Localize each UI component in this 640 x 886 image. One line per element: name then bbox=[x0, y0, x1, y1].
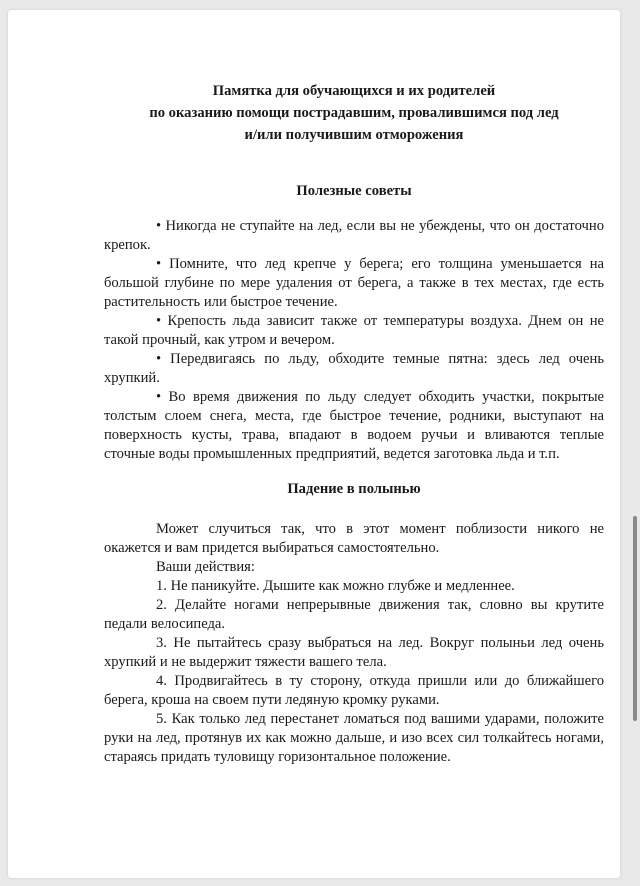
action-step: 3. Не пытайтесь сразу выбраться на лед. Вокруг полыньи лед очень хрупкий и не выдержит тяжести вашего тела. bbox=[104, 635, 604, 670]
title-line-1: Памятка для обучающихся и их родителей bbox=[212, 83, 496, 99]
tip-item: • Крепость льда зависит также от температуры воздуха. Днем он не такой прочный, как утром и вечером. bbox=[104, 313, 604, 348]
action-step: 2. Делайте ногами непрерывные движения так, словно вы крутите педали велосипеда. bbox=[104, 597, 604, 632]
vertical-scrollbar[interactable] bbox=[633, 516, 637, 721]
action-step: 4. Продвигайтесь в ту сторону, откуда пришли или до ближайшего берега, кроша на своем пути ледяную кромку руками. bbox=[104, 673, 604, 708]
action-step: 5. Как только лед перестанет ломаться под вашими ударами, положите руки на лед, протянув их как можно дальше, и изо всех сил толкайтесь ногами, стараясь придать туловищу горизонтальное положение. bbox=[104, 711, 604, 765]
actions-label: Ваши действия: bbox=[156, 559, 255, 575]
document-title bbox=[104, 80, 604, 146]
section-intro: Может случиться так, что в этот момент поблизости никого не окажется и вам придется выбираться самостоятельно. bbox=[104, 521, 604, 556]
title-line-3: и/или получившим отморожения bbox=[244, 127, 464, 143]
tip-item: • Передвигаясь по льду, обходите темные пятна: здесь лед очень хрупкий. bbox=[104, 351, 604, 386]
tip-item: • Помните, что лед крепче у берега; его толщина уменьшается на большой глубине по мере удаления от берега, а также в тех местах, где есть растительность или быстрое течение. bbox=[104, 256, 604, 310]
section-heading-useful-tips: Полезные советы bbox=[296, 183, 412, 199]
section-heading-falling-in: Падение в полынью bbox=[287, 481, 421, 497]
document-page bbox=[8, 10, 620, 878]
title-line-2: по оказанию помощи пострадавшим, провалившимся под лед bbox=[149, 105, 559, 121]
tip-item: • Во время движения по льду следует обходить участки, покрытые толстым слоем снега, места, где быстрое течение, родники, выступают на поверхность кусты, трава, впадают в водоем ручьи и вливаются теплые сточные воды промышленных предприятий, ведется заготовка льда и т.п. bbox=[104, 389, 604, 462]
action-step: 1. Не паникуйте. Дышите как можно глубже и медленнее. bbox=[156, 578, 515, 594]
tip-item: • Никогда не ступайте на лед, если вы не убеждены, что он достаточно крепок. bbox=[104, 218, 604, 253]
document-content bbox=[104, 80, 604, 767]
